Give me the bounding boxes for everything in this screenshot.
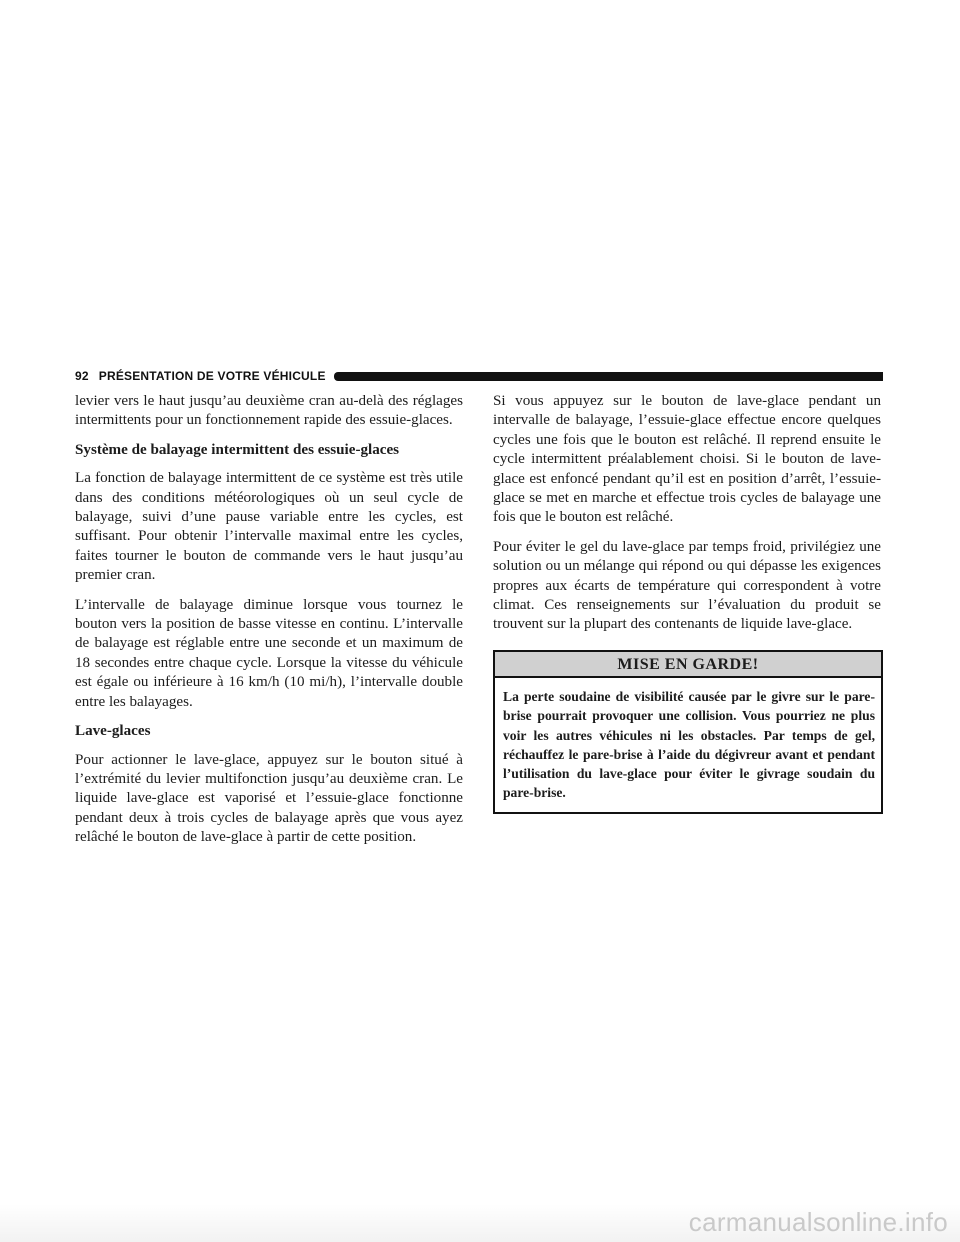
warning-title: MISE EN GARDE!: [495, 652, 881, 678]
warning-box: [493, 650, 883, 814]
paragraph-washer-during-interval: Si vous appuyez sur le bouton de lave-glace pendant un intervalle de balayage, l’essuie-glace effectue encore quelques cycles une fois que le bouton est relâché. Il reprend ensuite le cycle intermittent préalablement choisi. Si le bouton de lave-glace est enfoncé pendant qu’il est en position d’arrêt, l’essuie-glace se met en marche et effectue trois cycles de balayage une fois que le bouton est relâché.: [493, 393, 881, 526]
heading-intermittent-wipers: Système de balayage intermittent des essuie-glaces: [75, 441, 400, 458]
paragraph-intermittent-function: La fonction de balayage intermittent de ce système est très utile dans des conditions météorologiques où un seul cycle de balayage, suivi d’une pause variable entre les cycles, est suffisant. Pour obtenir l’intervalle maximal entre les cycles, faites tourner le bouton de commande vers le haut jusqu’au premier cran.: [75, 470, 463, 584]
right-column: [493, 392, 881, 814]
section-title: PRÉSENTATION DE VOTRE VÉHICULE: [98, 369, 326, 383]
page-number: 92: [75, 369, 89, 383]
paragraph-wiper-high: levier vers le haut jusqu’au deuxième cran au-delà des réglages intermittents pour un fonctionnement rapide des essuie-glaces.: [75, 393, 463, 429]
paragraph-freeze-protection: Pour éviter le gel du lave-glace par temps froid, privilégiez une solution ou un mélange qui répond ou qui dépasse les exigences propres aux écarts de température qui correspondent à votre climat. Ces renseignements sur l’évaluation du produit se trouvent sur la plupart des contenants de liquide lave-glace.: [493, 538, 881, 633]
left-column: [75, 392, 463, 858]
watermark-bar: [0, 1204, 960, 1242]
warning-body: La perte soudaine de visibilité causée par le givre sur le pare-brise pourrait provoquer une collision. Vous pourriez ne plus voir les autres véhicules ni les obstacles. Par temps de gel, réchauffez le pare-brise à l’aide du dégivreur avant et pendant l’utilisation du lave-glace pour éviter le givrage soudain du pare-brise.: [503, 689, 875, 801]
paragraph-washer-operation: Pour actionner le lave-glace, appuyez sur le bouton situé à l’extrémité du levier multifonction jusqu’au deuxième cran. Le liquide lave-glace est vaporisé et l’essuie-glace fonctionne pendant deux à trois cycles de balayage après que vous ayez relâché le bouton de lave-glace à partir de cette position.: [75, 751, 463, 846]
page-header: [75, 368, 883, 384]
paragraph-interval-adjust: L’intervalle de balayage diminue lorsque vous tournez le bouton vers la position de basse vitesse en continu. L’intervalle de balayage est réglable entre une seconde et un maximum de 18 secondes entre chaque cycle. Lorsque la vitesse du véhicule est égale ou inférieure à 16 km/h (10 mi/h), l’intervalle double entre les balayages.: [75, 596, 463, 710]
header-rule: [334, 372, 883, 381]
watermark-text[interactable]: carmanualsonline.info: [688, 1207, 948, 1237]
heading-washers: Lave-glaces: [75, 723, 151, 740]
